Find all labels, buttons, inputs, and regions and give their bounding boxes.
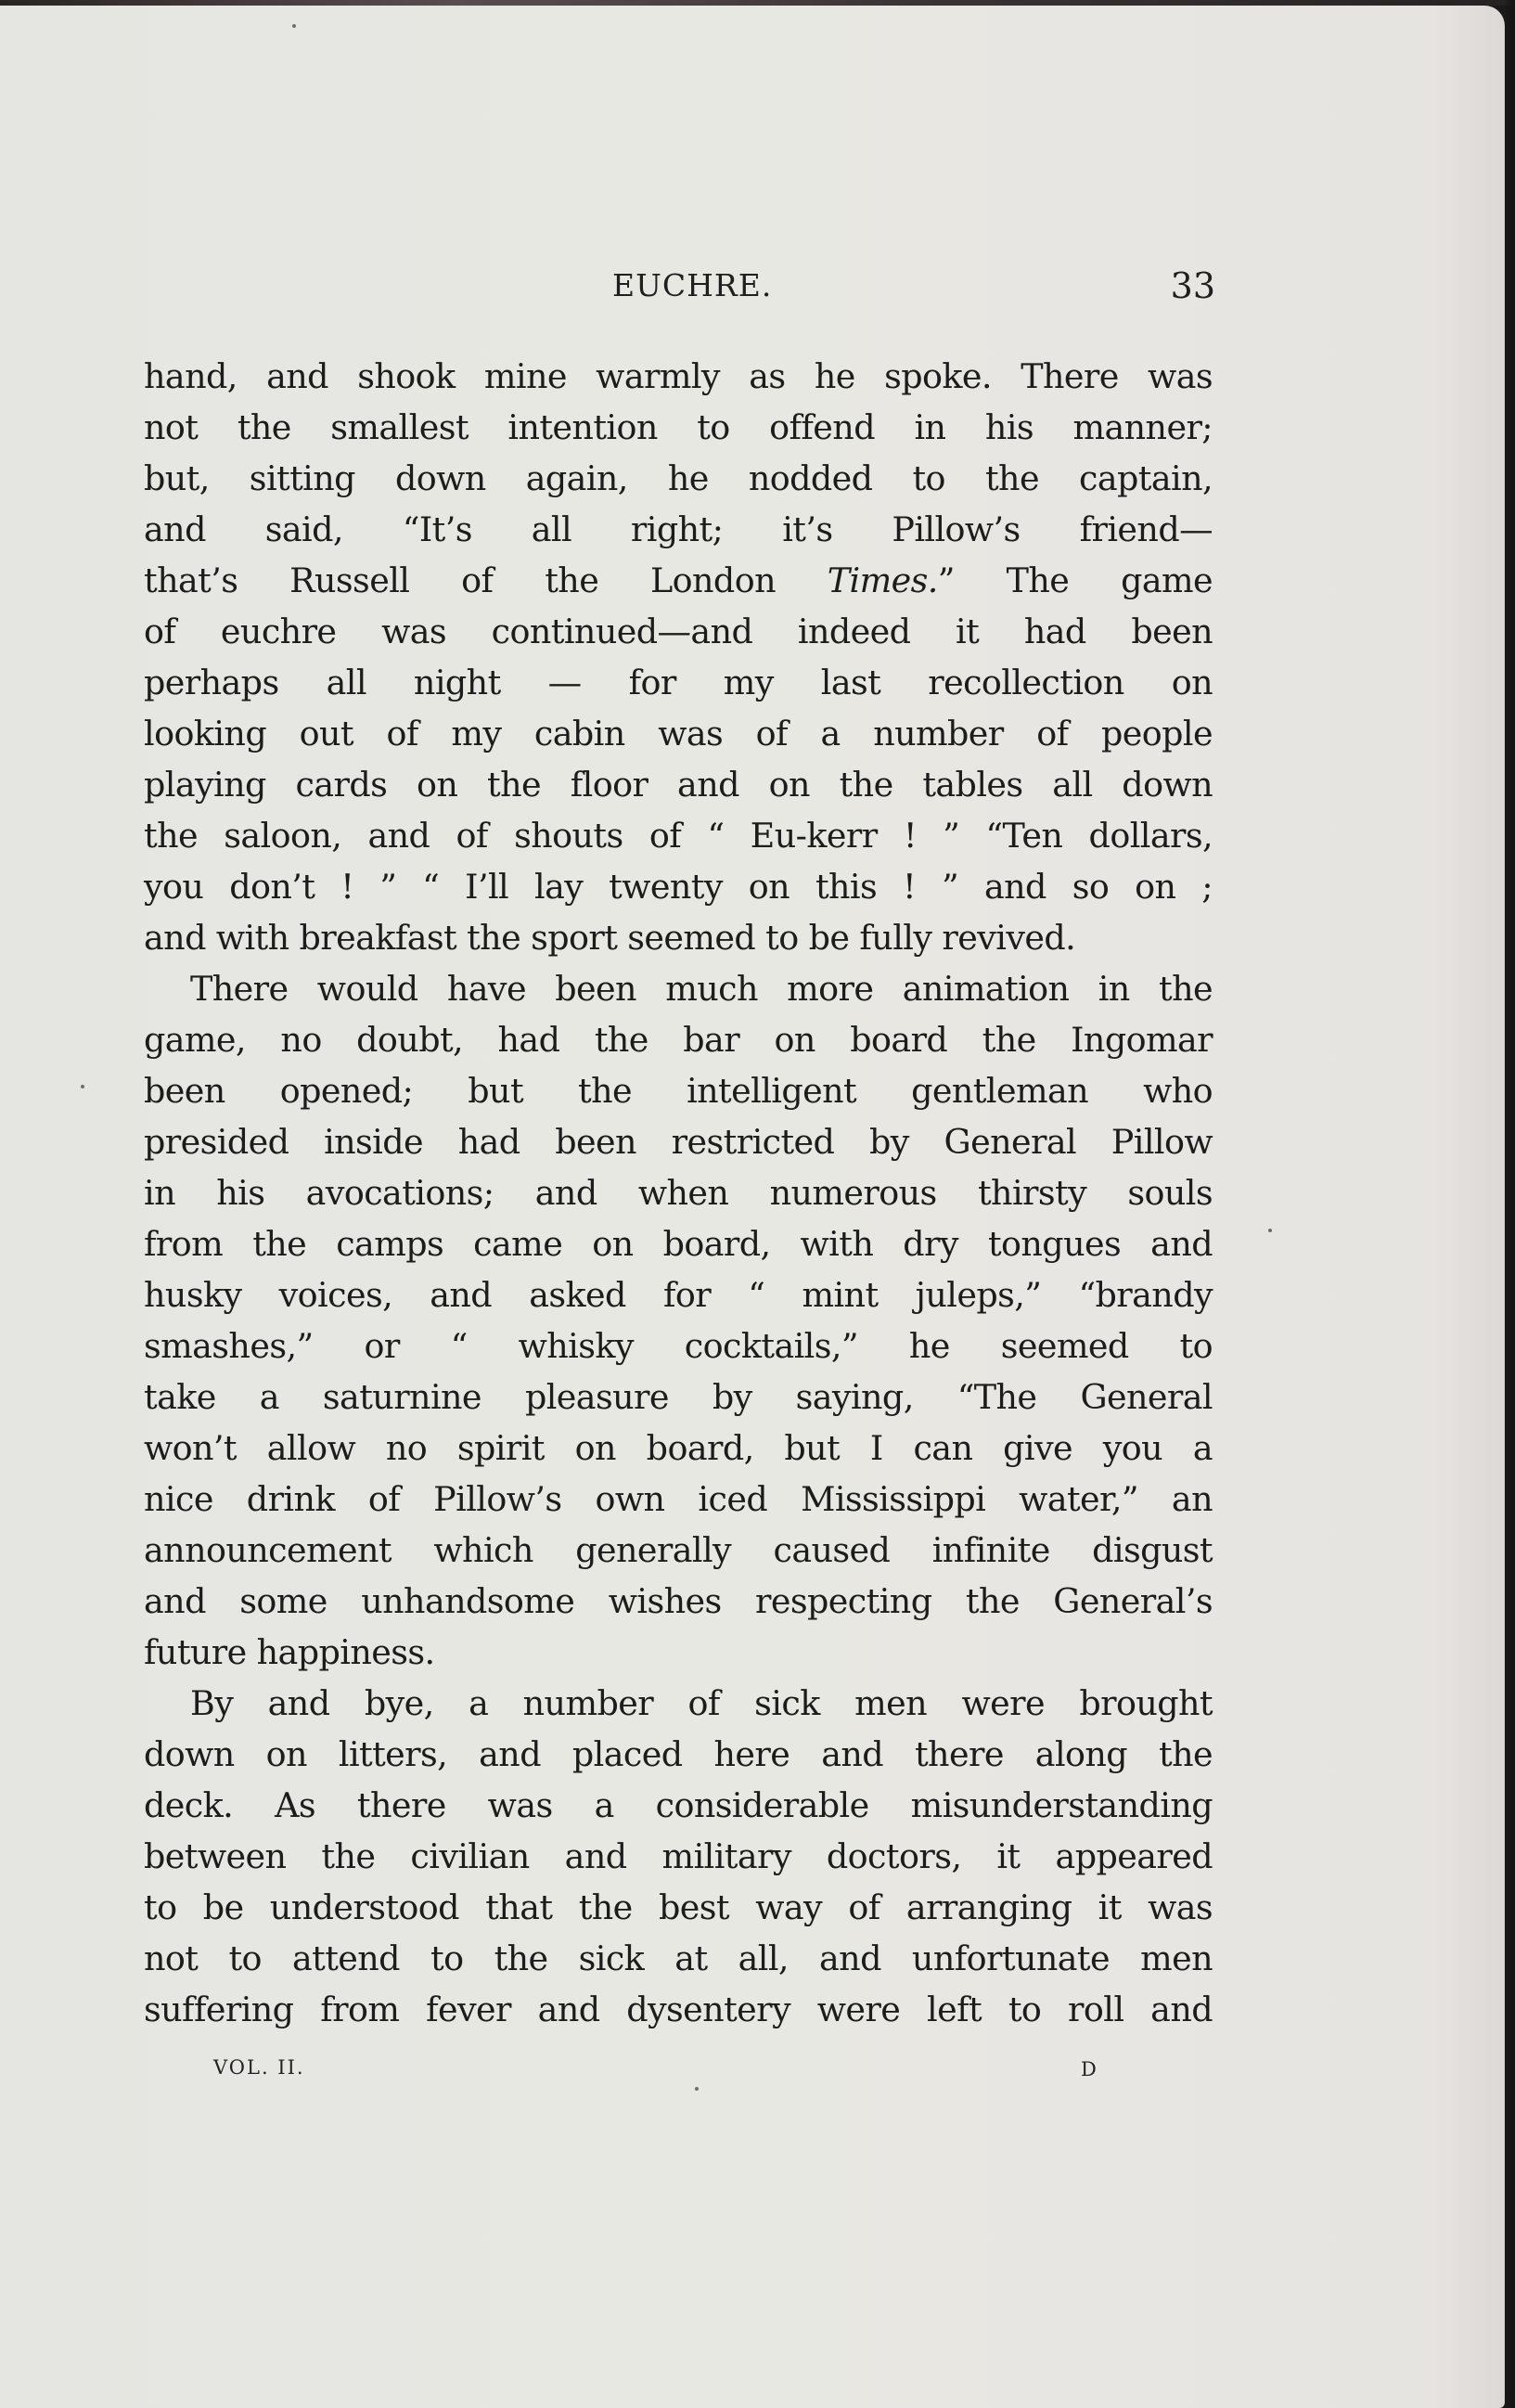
text-line: take a saturnine pleasure by saying, “The General [144,1377,1213,1417]
text-line: to be understood that the best way of arranging it was [144,1887,1213,1927]
paper-speck [1268,1229,1272,1232]
text-line: that’s Russell of the London Times.” The game [144,560,1213,600]
text-line: looking out of my cabin was of a number of people [144,714,1213,753]
text-line: not the smallest intention to offend in his manner; [144,407,1213,447]
gathering-mark: D [1081,2058,1097,2080]
text-line: been opened; but the intelligent gentleman who [144,1071,1213,1111]
text-line: smashes,” or “ whisky cocktails,” he seemed to [144,1326,1213,1366]
text-line: and said, “It’s all right; it’s Pillow’s friend— [144,509,1213,549]
text-line: down on litters, and placed here and there along the [144,1734,1213,1774]
text-line: in his avocations; and when numerous thirsty souls [144,1173,1213,1213]
text-line: By and bye, a number of sick men were brought [190,1683,1213,1723]
page-right-shadow [1504,0,1515,2408]
paper-speck [695,2087,699,2091]
text-line: suffering from fever and dysentery were left to roll and [144,1989,1213,2029]
text-line: the saloon, and of shouts of “ Eu-kerr ! ” “Ten dollars, [144,816,1213,856]
text-line: not to attend to the sick at all, and unfortunate men [144,1938,1213,1978]
paper-speck [81,1085,84,1088]
text-line: playing cards on the floor and on the tables all down [144,765,1213,805]
text-line: deck. As there was a considerable misunderstanding [144,1785,1213,1825]
text-line: from the camps came on board, with dry tongues and [144,1224,1213,1264]
page-number: 33 [1170,265,1215,306]
text-line: perhaps all night — for my last recollection on [144,663,1213,702]
text-line: game, no doubt, had the bar on board the Ingomar [144,1020,1213,1060]
text-line: future happiness. [144,1632,435,1672]
running-head-title: EUCHRE. [612,267,773,303]
running-head [144,267,1215,314]
text-line: There would have been much more animation in the [190,969,1213,1009]
text-line: of euchre was continued—and indeed it had been [144,612,1213,651]
text-line: announcement which generally caused infinite disgust [144,1530,1213,1570]
page-footer [144,2056,1213,2093]
text-line: but, sitting down again, he nodded to the captain, [144,458,1213,498]
text-line: presided inside had been restricted by General Pillow [144,1122,1213,1162]
book-page [0,6,1505,2408]
text-line: husky voices, and asked for “ mint juleps,” “brandy [144,1275,1213,1315]
text-line: and with breakfast the sport seemed to be fully revived. [144,918,1076,958]
italic-title: Times. [827,560,938,600]
text-line: and some unhandsome wishes respecting the General’s [144,1581,1213,1621]
body-text [144,351,1213,2035]
text-line: hand, and shook mine warmly as he spoke. There was [144,356,1213,396]
text-line: between the civilian and military doctors, it appeared [144,1836,1213,1876]
text-line: you don’t ! ” “ I’ll lay twenty on this ! ” and so on ; [144,867,1213,907]
text-line: nice drink of Pillow’s own iced Mississippi water,” an [144,1479,1213,1519]
paper-speck [292,24,296,28]
volume-signature: VOL. II. [213,2056,305,2079]
text-line: won’t allow no spirit on board, but I can give you a [144,1428,1213,1468]
